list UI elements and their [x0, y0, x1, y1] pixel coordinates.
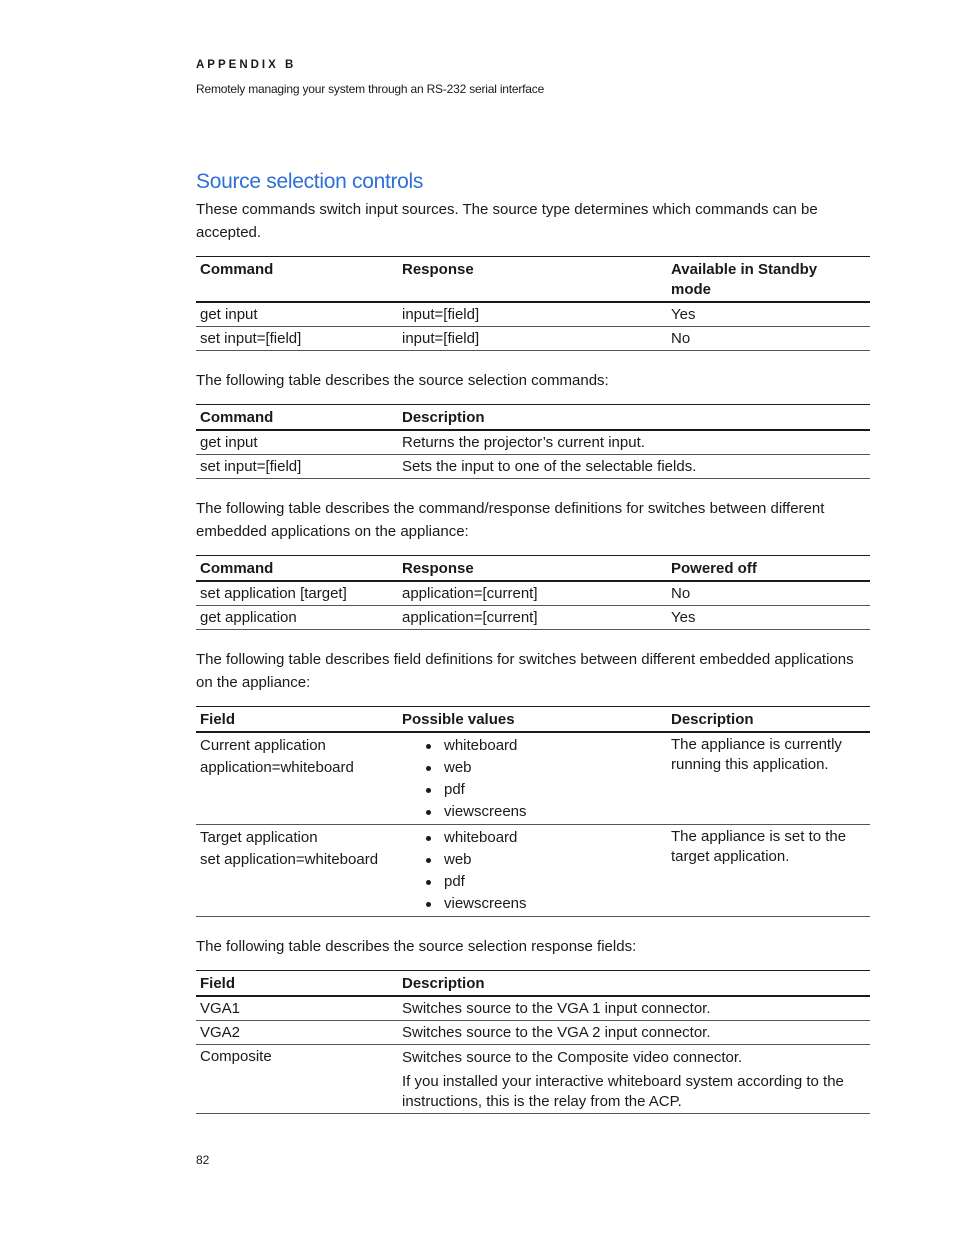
cell-note: If you installed your interactive whiteboard system according to the instructions, this is the relay from the ACP. — [402, 1073, 844, 1110]
field-name: Target application — [200, 829, 318, 846]
list-item: web — [424, 849, 663, 871]
list-item: viewscreens — [424, 801, 663, 823]
table-cell — [398, 1045, 870, 1114]
section-intro: These commands switch input sources. The source type determines which commands can be accepted. — [196, 201, 818, 241]
table-row — [196, 581, 870, 606]
table-cell: set application [target] — [196, 581, 398, 606]
command-description-table — [196, 404, 870, 479]
list-item: whiteboard — [424, 827, 663, 849]
application-commands-table — [196, 555, 870, 630]
column-header: Command — [196, 257, 398, 303]
table-row — [196, 1021, 870, 1045]
table-cell — [398, 825, 667, 917]
table-cell — [196, 825, 398, 917]
column-header: Response — [398, 556, 667, 582]
column-header: Field — [196, 707, 398, 733]
field-name: Current application — [200, 737, 326, 754]
table-row — [196, 606, 870, 630]
table-cell: input=[field] — [398, 327, 667, 351]
table-cell: set input=[field] — [196, 455, 398, 479]
table-row — [196, 327, 870, 351]
cell-description: Switches source to the Composite video connector. — [402, 1049, 743, 1066]
table-cell — [398, 732, 667, 825]
table-row — [196, 732, 870, 825]
table-row — [196, 455, 870, 479]
chapter-subtitle: Remotely managing your system through an RS-232 serial interface — [196, 82, 545, 96]
table-row — [196, 430, 870, 455]
table-row — [196, 1045, 870, 1114]
column-header: Possible values — [398, 707, 667, 733]
column-header: Command — [196, 405, 398, 431]
application-fields-table — [196, 706, 870, 917]
table-cell: get application — [196, 606, 398, 630]
table-row — [196, 302, 870, 327]
table-cell: input=[field] — [398, 302, 667, 327]
table-cell: get input — [196, 302, 398, 327]
table-cell: application=[current] — [398, 606, 667, 630]
table-cell: Sets the input to one of the selectable fields. — [398, 455, 870, 479]
table-cell: VGA2 — [196, 1021, 398, 1045]
column-header: Powered off — [667, 556, 870, 582]
table5-lead: The following table describes the source selection response fields: — [196, 938, 637, 955]
field-example: application=whiteboard — [200, 759, 354, 776]
response-fields-table — [196, 970, 870, 1114]
table-cell: Switches source to the VGA 2 input connector. — [398, 1021, 870, 1045]
page-content — [196, 170, 870, 1114]
column-header: Field — [196, 971, 398, 997]
table-cell: Yes — [667, 606, 870, 630]
list-item: web — [424, 757, 663, 779]
table-cell: The appliance is set to the target application. — [667, 825, 870, 917]
list-item: whiteboard — [424, 735, 663, 757]
table4-lead: The following table describes field definitions for switches between different embedded applications on the appliance: — [196, 651, 854, 691]
table-cell — [196, 732, 398, 825]
table3-lead: The following table describes the command/response definitions for switches between different embedded applications on the appliance: — [196, 500, 825, 540]
table-row — [196, 825, 870, 917]
column-header: Description — [667, 707, 870, 733]
column-header: Available in Standby mode — [667, 257, 870, 303]
column-header: Description — [398, 971, 870, 997]
table-cell: Returns the projector’s current input. — [398, 430, 870, 455]
values-list — [402, 827, 663, 915]
field-example: set application=whiteboard — [200, 851, 379, 868]
table-cell: Switches source to the VGA 1 input connector. — [398, 996, 870, 1021]
list-item: pdf — [424, 871, 663, 893]
table-cell: The appliance is currently running this application. — [667, 732, 870, 825]
table-cell: get input — [196, 430, 398, 455]
table-cell: set input=[field] — [196, 327, 398, 351]
list-item: viewscreens — [424, 893, 663, 915]
section-title: Source selection controls — [196, 170, 424, 193]
column-header: Command — [196, 556, 398, 582]
column-header: Description — [398, 405, 870, 431]
column-header: Response — [398, 257, 667, 303]
values-list — [402, 735, 663, 823]
table-cell: Yes — [667, 302, 870, 327]
table-cell: No — [667, 581, 870, 606]
table2-lead: The following table describes the source selection commands: — [196, 372, 609, 389]
list-item: pdf — [424, 779, 663, 801]
table-cell: application=[current] — [398, 581, 667, 606]
table-cell: VGA1 — [196, 996, 398, 1021]
table-row — [196, 996, 870, 1021]
table-cell: No — [667, 327, 870, 351]
appendix-label: APPENDIX B — [196, 59, 297, 71]
standby-commands-table — [196, 256, 870, 351]
page-number: 82 — [196, 1153, 210, 1167]
table-cell: Composite — [196, 1045, 398, 1114]
